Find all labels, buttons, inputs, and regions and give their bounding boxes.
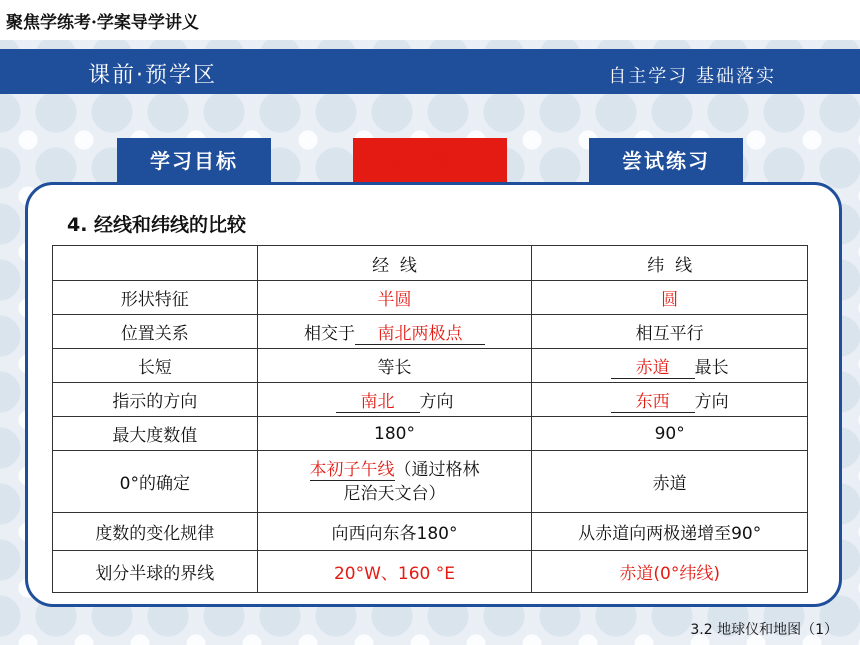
parallel-cell bbox=[532, 551, 808, 593]
table-row bbox=[53, 417, 808, 451]
answer-blank: 本初子午线 bbox=[309, 459, 395, 480]
parallel-cell: 赤道 bbox=[532, 451, 808, 513]
answer-blank: 南北 bbox=[336, 392, 420, 413]
table-row bbox=[53, 281, 808, 315]
row-label: 长短 bbox=[53, 349, 258, 383]
header-bar bbox=[0, 49, 860, 94]
cell-prefix: 相交于 bbox=[304, 323, 355, 344]
row-label: 指示的方向 bbox=[53, 383, 258, 417]
table-row bbox=[53, 349, 808, 383]
brand-title: 聚焦学练考·学案导学讲义 bbox=[6, 13, 199, 33]
table-row bbox=[53, 513, 808, 551]
parallel-cell: 从赤道向两极递增至90° bbox=[532, 513, 808, 551]
section-bar-title: 课前·预学区 bbox=[88, 63, 217, 88]
meridian-cell: 等长 bbox=[257, 349, 532, 383]
table-header-row bbox=[53, 246, 808, 281]
answer-text: 赤道(0°纬线) bbox=[619, 564, 720, 584]
table-row bbox=[53, 315, 808, 349]
parallel-cell: 90° bbox=[532, 417, 808, 451]
parallel-cell: 相互平行 bbox=[532, 315, 808, 349]
answer-blank: 赤道 bbox=[611, 358, 695, 379]
meridian-cell bbox=[257, 383, 532, 417]
answer-blank: 南北两极点 bbox=[355, 324, 485, 345]
meridian-cell bbox=[257, 451, 532, 513]
meridian-cell bbox=[257, 315, 532, 349]
meridian-cell: 向西向东各180° bbox=[257, 513, 532, 551]
comparison-table bbox=[52, 245, 808, 593]
table-header-empty bbox=[53, 246, 258, 281]
row-label: 形状特征 bbox=[53, 281, 258, 315]
answer-text: 20°W、160 °E bbox=[333, 564, 456, 584]
tab-learning-goals[interactable]: 学习目标 bbox=[117, 138, 271, 184]
answer-blank: 东西 bbox=[611, 392, 695, 413]
cell-suffix: 最长 bbox=[694, 357, 729, 378]
answer-text: 半圆 bbox=[377, 290, 412, 310]
row-label: 位置关系 bbox=[53, 315, 258, 349]
cell-suffix: 方向 bbox=[419, 391, 454, 412]
section-heading: 4. 经线和纬线的比较 bbox=[67, 214, 247, 236]
page-footer: 3.2 地球仪和地图（1） bbox=[690, 622, 838, 638]
table-header-meridian: 经 线 bbox=[257, 246, 532, 281]
cell-suffix: 方向 bbox=[694, 391, 729, 412]
table-header-parallel: 纬 线 bbox=[532, 246, 808, 281]
parallel-cell bbox=[532, 383, 808, 417]
cell-suffix: （通过格林 bbox=[394, 459, 480, 480]
parallel-cell bbox=[532, 349, 808, 383]
section-bar-subtitle: 自主学习 基础落实 bbox=[608, 66, 776, 87]
row-label: 0°的确定 bbox=[53, 451, 258, 513]
table-row bbox=[53, 551, 808, 593]
meridian-cell: 180° bbox=[257, 417, 532, 451]
answer-text: 圆 bbox=[661, 290, 679, 310]
table-row bbox=[53, 383, 808, 417]
cell-line2: 尼治天文台） bbox=[343, 483, 446, 504]
tab-practice[interactable]: 尝试练习 bbox=[589, 138, 743, 184]
row-label: 划分半球的界线 bbox=[53, 551, 258, 593]
row-label: 最大度数值 bbox=[53, 417, 258, 451]
row-label: 度数的变化规律 bbox=[53, 513, 258, 551]
meridian-cell bbox=[257, 551, 532, 593]
tab-knowledge-list[interactable]: 知识清单 bbox=[353, 138, 507, 184]
meridian-cell bbox=[257, 281, 532, 315]
parallel-cell bbox=[532, 281, 808, 315]
table-row bbox=[53, 451, 808, 513]
